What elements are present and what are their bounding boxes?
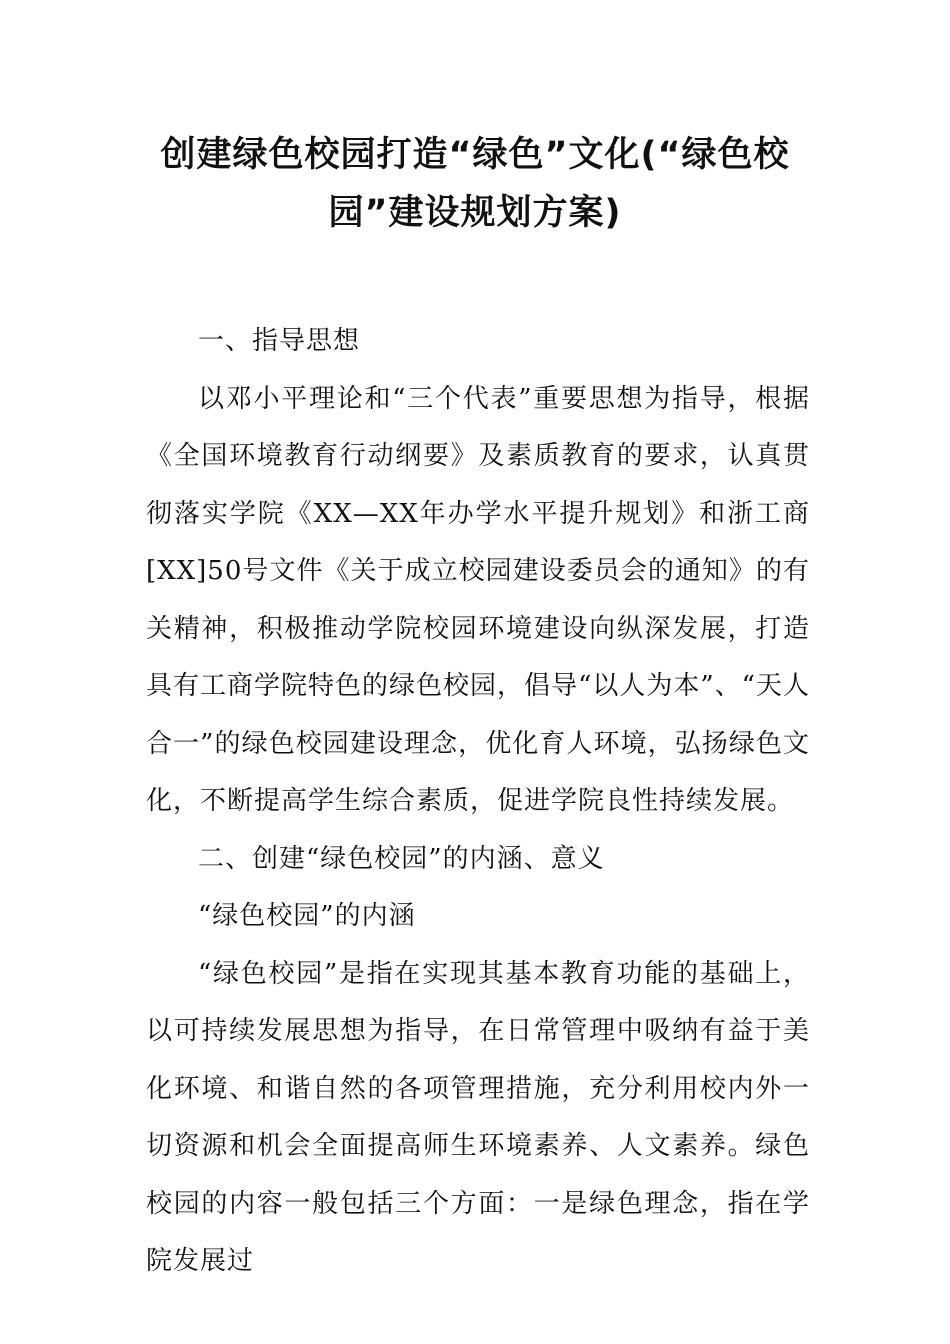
subheading-connotation: “绿色校园”的内涵 — [198, 901, 416, 931]
paragraph-connotation: “绿色校园”是指在实现其基本教育功能的基础上，以可持续发展思想为指导，在日常管理中吸纳有益于美化环境、和谐自然的各项管理措施，充分利用校内外一切资源和机会全面提高师生环境素养、人文素养。绿色校园的内容一般包括三个方面：一是绿色理念，指在学院发展过 — [146, 958, 810, 1276]
document-body — [146, 313, 810, 1291]
section-heading-guiding-ideology: 一、指导思想 — [198, 326, 361, 356]
document-title: 创建绿色校园打造“绿色”文化(“绿色校园”建设规划方案) — [160, 135, 790, 233]
section-heading-meaning: 二、创建“绿色校园”的内涵、意义 — [198, 843, 605, 874]
paragraph-guiding-ideology: 以邓小平理论和“三个代表”重要思想为指导，根据《全国环境教育行动纲要》及素质教育的要求，认真贯彻落实学院《XX—XX年办学水平提升规划》和浙工商[XX]50号文件《关于成立校园建设委员会的通知》的有关精神，积极推动学院校园环境建设向纵深发展，打造具有工商学院特色的绿色校园，倡导“以人为本”、“天人合一”的绿色校园建设理念，优化育人环境，弘扬绿色文化，不断提高学生综合素质，促进学院良性持续发展。 — [146, 383, 810, 816]
